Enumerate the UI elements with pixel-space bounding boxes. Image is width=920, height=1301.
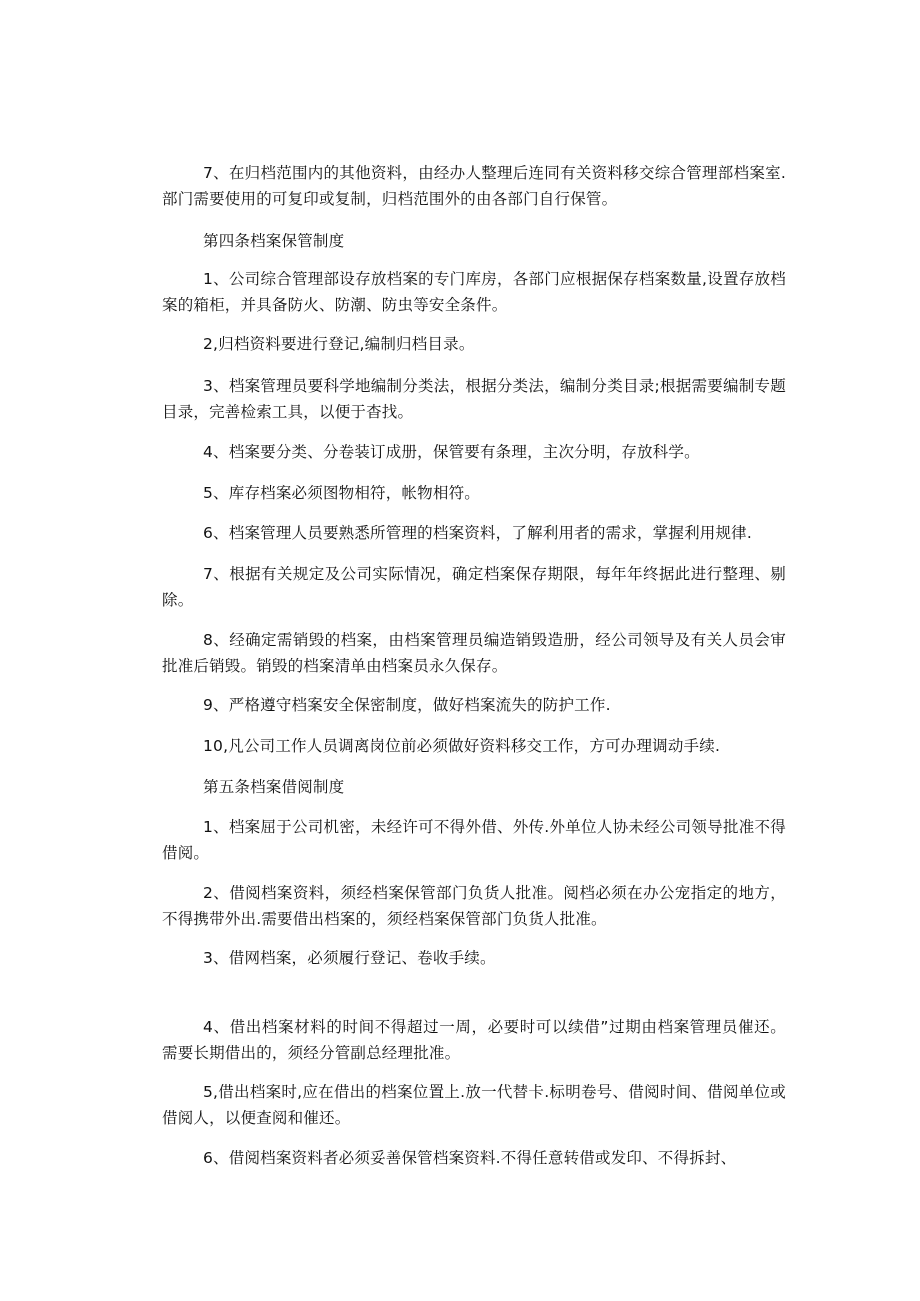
paragraph-article5-item2: 2、借阅档案资料，须经档案保管部门负货人批准。阅档必须在办公宠指定的地方，不得携带外出.需要借出档案的，须经档案保管部门负货人批准。 — [162, 884, 786, 928]
paragraph-article4-item5: 5、库存档案必须图物相符，帐物相符。 — [203, 484, 480, 502]
paragraph-article5-item1: 1、档案屈于公司机密，未经许可不得外借、外传.外单位人协未经公司领导批准不得借阅。 — [162, 818, 786, 862]
paragraph-article4-item9: 9、严格遵守档案安全保密制度，做好档案流失的防护工作. — [203, 696, 611, 714]
paragraph-article4-item4: 4、档案要分类、分卷装订成册，保管要有条理，主次分明，存放科学。 — [203, 443, 700, 461]
paragraph-article5-item5: 5,借出档案时,应在借出的档案位置上.放一代替卡.标明卷号、借阅时间、借阅单位或借阅人，以便查阅和催还。 — [162, 1083, 786, 1127]
paragraph-article4-item7: 7、根据有关规定及公司实际情况，确定档案保存期限，每年年终据此进行整理、剔除。 — [162, 565, 786, 609]
paragraph-article4-item10: 10,凡公司工作人员调离岗位前必须做好资料移交工作，方可办理调动手续. — [203, 737, 721, 755]
paragraph-article4-item6: 6、档案管理人员要熟悉所管理的档案资料，了解利用者的需求，掌握利用规律. — [203, 524, 752, 542]
paragraph-article4-item3: 3、档案管理员要科学地编制分类法，根据分类法，编制分类目录;根据需要编制专题目录，完善检索工具，以便于杳找。 — [162, 377, 786, 421]
paragraph-article4-item8: 8、经确定需销毁的档案，由档案管理员编造销毁造册，经公司领导及有关人员会审批准后销毁。销毁的档案清单由档案员永久保存。 — [162, 631, 786, 675]
paragraph-article5-item3: 3、借网档案，必须履行登记、卷收手续。 — [203, 949, 496, 967]
section-heading-article4: 第四条档案保管制度 — [203, 232, 345, 250]
section-heading-article5: 第五条档案借阅制度 — [203, 778, 345, 796]
paragraph-article5-item4: 4、借出档案材料的时间不得超过一周，必要时可以续借”过期由档案管理员催还。需要长期借出的，须经分管副总经理批准。 — [162, 1018, 786, 1062]
paragraph-article4-item1: 1、公司综合管理部设存放档案的专门库房，各部门应根据保存档案数量,设置存放档案的箱柜，并具备防火、防潮、防虫等安全条件。 — [162, 270, 786, 314]
paragraph-article4-item2: 2,归档资料要进行登记,编制归档目录。 — [203, 335, 475, 353]
paragraph-article5-item6: 6、借阅档案资料者必须妥善保管档案资料.不得任意转借或发印、不得拆封、 — [203, 1149, 737, 1167]
paragraph-article3-item7: 7、在归档范围内的其他资料，由经办人整理后连同有关资料移交综合管理部档案室.部门需要使用的可复印或复制，归档范围外的由各部门自行保管。 — [162, 164, 786, 208]
